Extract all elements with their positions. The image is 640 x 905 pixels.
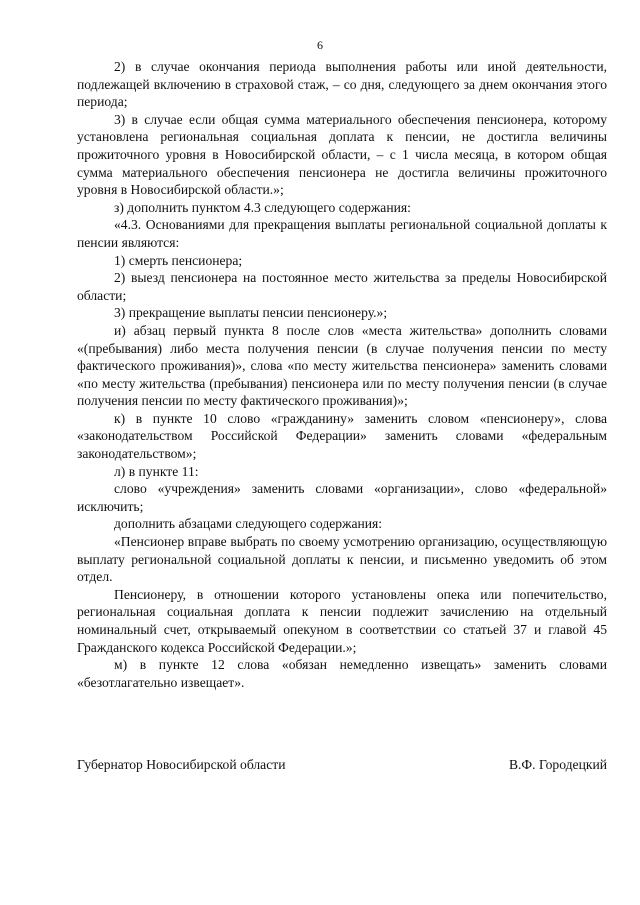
signatory-position: Губернатор Новосибирской области <box>77 757 286 772</box>
paragraph: 3) в случае если общая сумма материального обеспечения пенсионера, которому установлена региональная социальная доплата к пенсии, не достигла величины прожиточного уровня в Новосибирской области, – с 1 числа месяца, в котором общая сумма материального обеспечения пенсионера не достигла величины прожиточного уровня в Новосибирской области.»; <box>77 111 607 198</box>
signature-block <box>77 756 607 774</box>
paragraph: 3) прекращение выплаты пенсии пенсионеру.»; <box>114 305 388 321</box>
paragraph: «Пенсионер вправе выбрать по своему усмотрению организацию, осуществляющую выплату региональной социальной доплаты к пенсии, и письменно уведомить об этом отдел. <box>77 534 607 585</box>
paragraph: и) абзац первый пункта 8 после слов «места жительства» дополнить словами «(пребывания) либо места получения пенсии (в случае получения пенсии по месту фактического проживания)», слова «по месту жительства пенсионера» заменить словами «по месту жительства (пребывания) пенсионера или по месту получения пенсии (в случае получения пенсии по месту фактического проживания)»; <box>77 322 607 409</box>
paragraph: «4.3. Основаниями для прекращения выплаты региональной социальной доплаты к пенсии являются: <box>77 217 607 250</box>
paragraph: к) в пункте 10 слово «гражданину» заменить словом «пенсионеру», слова «законодательством Российской Федерации» заменить словами «федеральным законодательством»; <box>77 410 607 462</box>
paragraph: м) в пункте 12 слова «обязан немедленно извещать» заменить словами «безотлагательно извещает». <box>77 657 607 690</box>
paragraph: з) дополнить пунктом 4.3 следующего содержания: <box>114 199 411 215</box>
paragraph: л) в пункте 11: <box>114 463 199 479</box>
signatory-name: В.Ф. Городецкий <box>508 757 607 772</box>
document-body <box>77 58 607 691</box>
paragraph: 1) смерть пенсионера; <box>114 252 243 268</box>
paragraph: 2) в случае окончания периода выполнения работы или иной деятельности, подлежащей включению в страховой стаж, – со дня, следующего за днем окончания этого периода; <box>77 59 607 110</box>
paragraph: дополнить абзацами следующего содержания: <box>114 516 383 532</box>
paragraph: 2) выезд пенсионера на постоянное место жительства за пределы Новосибирской области; <box>77 270 607 303</box>
paragraph: слово «учреждения» заменить словами «организации», слово «федеральной» исключить; <box>77 481 607 514</box>
paragraph: Пенсионеру, в отношении которого установлены опека или попечительство, региональная социальная доплата к пенсии подлежит зачислению на отдельный номинальный счет, открываемый опекуном в соответствии со статьей 37 и главой 45 Гражданского кодекса Российской Федерации.»; <box>77 586 607 655</box>
page-number: 6 <box>317 38 323 52</box>
